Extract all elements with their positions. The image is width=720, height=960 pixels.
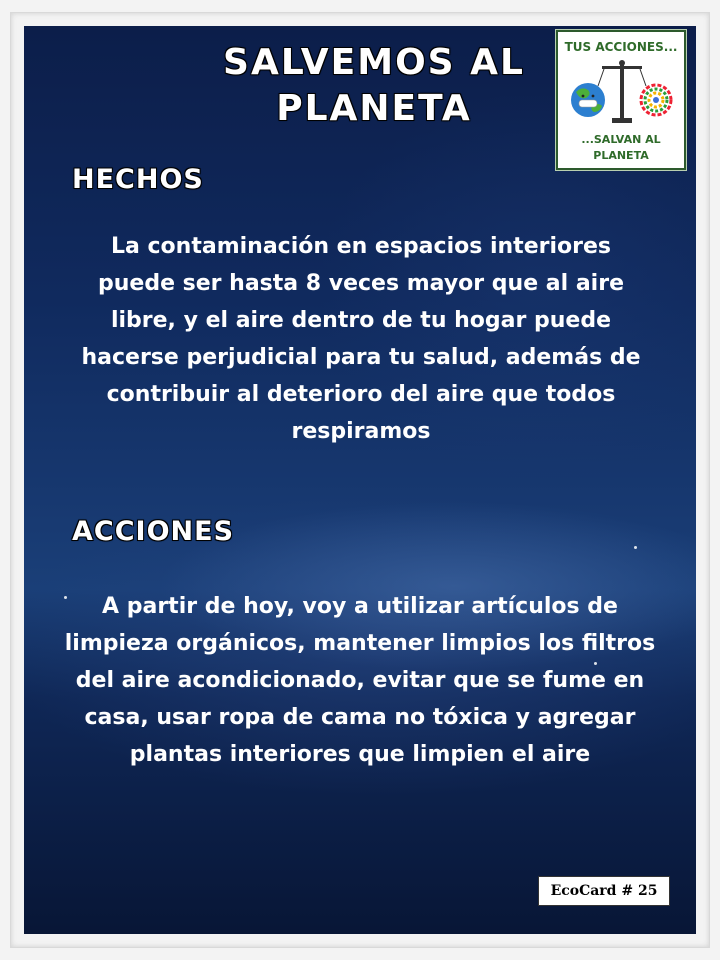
logo-badge [556,30,686,170]
page-title: SALVEMOS AL PLANETA [223,42,525,129]
sparkle-decoration [634,546,637,549]
earth-face-icon [571,83,605,117]
logo-bottom-line1: ...SALVAN AL [581,133,661,146]
logo-illustration [568,56,676,130]
people-circle-icon [641,85,671,115]
actions-text: A partir de hoy, voy a utilizar artículos de limpieza orgánicos, mantener limpios los filtros del aire acondicionado, evitar que se fume en casa, usar ropa de cama no tóxica y agregar plantas interiores que limpien el aire [64,594,656,767]
logo-top-text: TUS ACCIONES... [564,40,678,54]
logo-bottom-text [558,132,684,164]
facts-heading: HECHOS [72,164,204,195]
ecocard-number-badge: EcoCard # 25 [538,876,670,906]
eco-card [24,26,696,934]
logo-bottom-line2: PLANETA [593,149,649,162]
balance-scale-icon [598,60,646,123]
actions-heading: ACCIONES [72,516,235,547]
facts-text: La contaminación en espacios interiores puede ser hasta 8 veces mayor que al aire libre, y el aire dentro de tu hogar puede hacerse perjudicial para tu salud, además de contribuir al deterioro del aire que todos respiramos [81,234,641,444]
